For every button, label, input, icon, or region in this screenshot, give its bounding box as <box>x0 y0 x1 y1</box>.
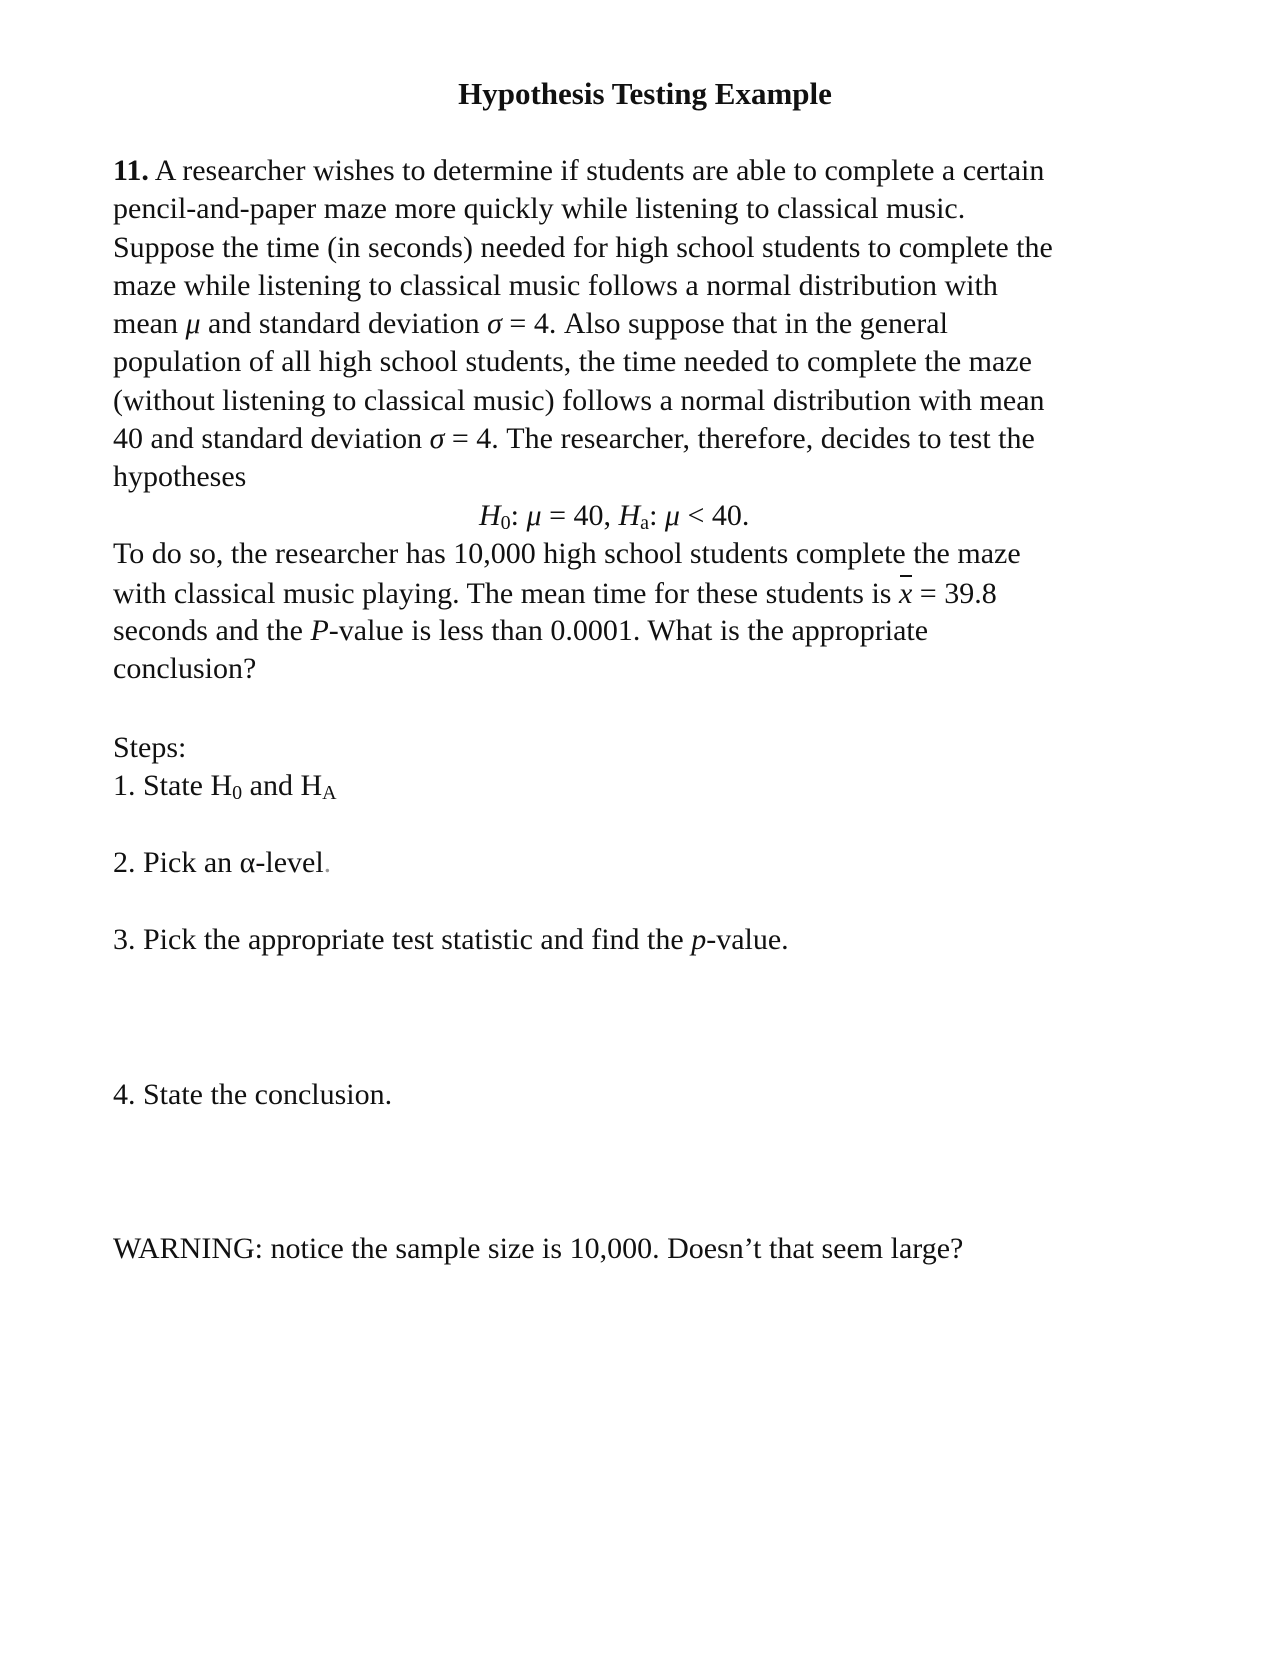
problem-line-4: maze while listening to classical music follows a normal distribution with <box>113 268 998 302</box>
sigma-symbol: σ <box>429 422 445 456</box>
page-title: Hypothesis Testing Example <box>458 76 832 111</box>
problem-line-12: seconds and the P-value is less than 0.0001. What is the appropriate <box>113 613 929 647</box>
problem-statement <box>113 152 1173 688</box>
problem-line-7: (without listening to classical music) follows a normal distribution with mean <box>113 383 1045 417</box>
step-4: 4. State the conclusion. <box>113 1078 393 1111</box>
mu-symbol: μ <box>185 307 201 341</box>
steps-heading: Steps: <box>113 731 187 764</box>
warning-note: WARNING: notice the sample size is 10,000. Doesn’t that seem large? <box>113 1232 964 1265</box>
problem-line-1: 11. A researcher wishes to determine if students are able to complete a certain <box>113 154 1045 187</box>
sigma-symbol: σ <box>487 307 502 341</box>
problem-line-3: Suppose the time (in seconds) needed for high school students to complete the <box>113 230 1053 264</box>
hypotheses-equation: $H_0$: μ = 40, $H_a$: μ < 40. <box>479 498 750 534</box>
problem-line-10: To do so, the researcher has 10,000 high school students complete the maze <box>113 536 1021 570</box>
problem-number: 11. <box>113 154 149 187</box>
problem-line-8: 40 and standard deviation σ = 4. The researcher, therefore, decides to test the <box>113 422 1035 456</box>
problem-line-13: conclusion? <box>113 651 257 685</box>
problem-line-11: with classical music playing. The mean time for these students is x = 39.8 <box>113 573 1173 611</box>
step-1: 1. State $H_0$ and $H_A$ <box>113 769 337 804</box>
x-bar-symbol: x <box>899 573 912 613</box>
problem-line-2: pencil-and-paper maze more quickly while listening to classical music. <box>113 192 966 226</box>
problem-line-5: mean μ and standard deviation σ = 4. Also suppose that in the general <box>113 307 948 341</box>
alpha-symbol: α <box>239 846 256 879</box>
step-3: 3. Pick the appropriate test statistic and find the p-value. <box>113 923 789 956</box>
problem-line-6: population of all high school students, the time needed to complete the maze <box>113 345 1032 379</box>
step-2: 2. Pick an α-level. <box>113 846 332 879</box>
problem-line-9: hypotheses <box>113 460 247 494</box>
